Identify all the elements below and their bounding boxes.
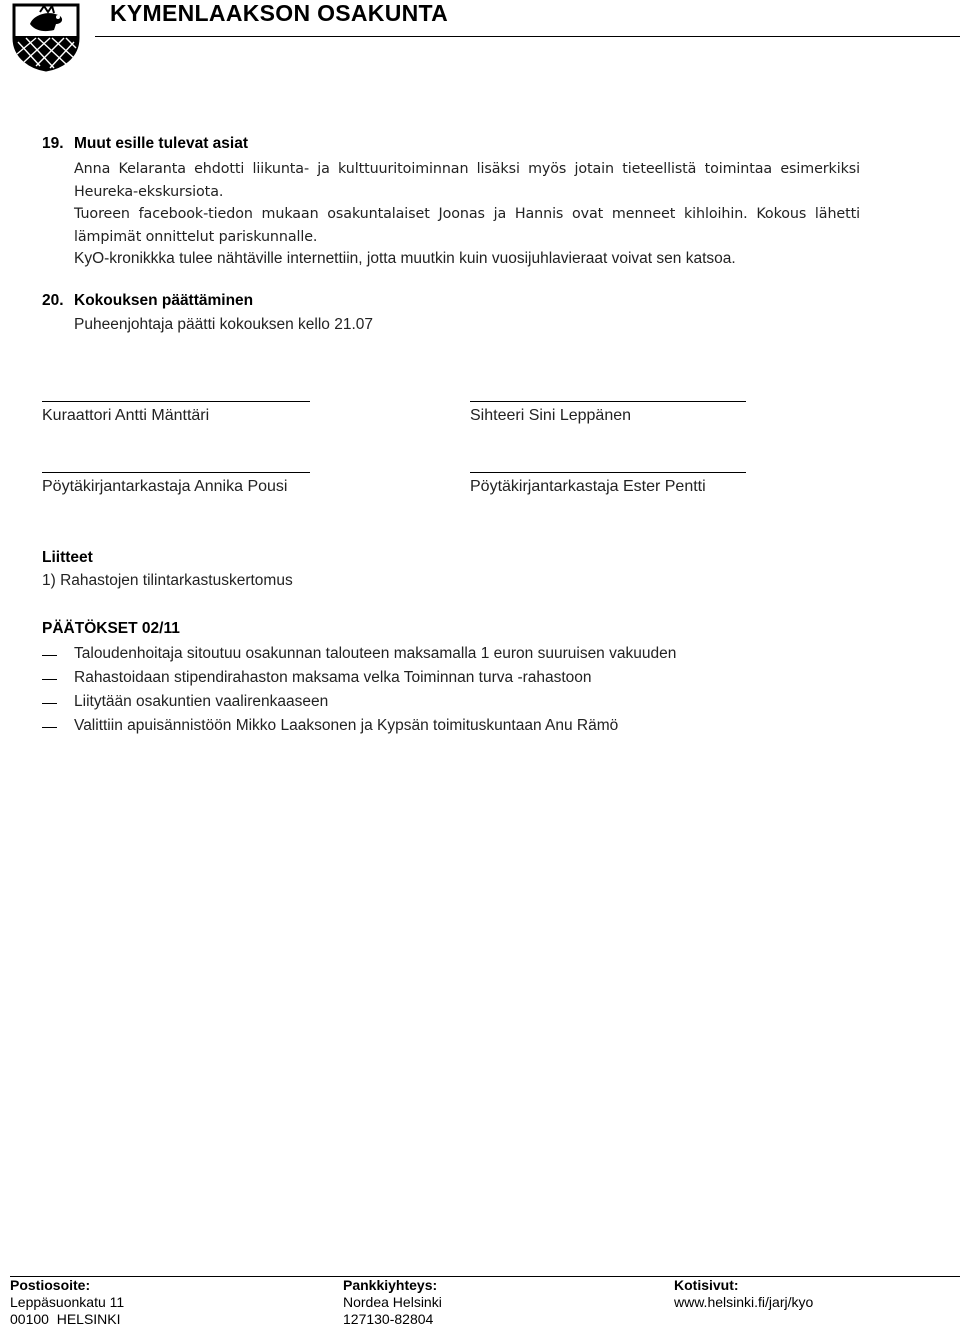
attachment-item: 1) Rahastojen tilintarkastuskertomus [42, 572, 293, 589]
header-divider [95, 36, 960, 37]
dash-bullet [42, 655, 57, 656]
paragraph: KyO-kronikkka tulee nähtäville internettiin, jotta muutkin kuin vuosijuhlavieraat voivat sen katsoa. [74, 250, 736, 267]
footer-address [10, 1277, 124, 1328]
footer-web [674, 1277, 813, 1311]
paragraph: Tuoreen facebook-tiedon mukaan osakuntalaiset Joonas ja Hannis ovat menneet kihloihin. Kokous lähetti lämpimät onnittelut pariskunnalle. [74, 206, 860, 245]
signature-label: Pöytäkirjantarkastaja Ester Pentti [470, 478, 706, 495]
footer-bank-line: Nordea Helsinki [343, 1294, 442, 1310]
footer-address-heading: Postiosoite: [10, 1277, 91, 1293]
decision-text: Rahastoidaan stipendirahaston maksama velka Toiminnan turva -rahastoon [74, 669, 592, 686]
decision-text: Taloudenhoitaja sitoutuu osakunnan talouteen maksamalla 1 euron suuruisen vakuuden [74, 645, 677, 662]
signature-line [42, 472, 310, 473]
section-title: Kokouksen päättäminen [74, 292, 254, 309]
footer-web-heading: Kotisivut: [674, 1277, 739, 1293]
footer-bank-line: 127130-82804 [343, 1311, 434, 1327]
footer-address-line: 00100 HELSINKI [10, 1311, 121, 1327]
decision-text: Liitytään osakuntien vaalirenkaaseen [74, 693, 329, 710]
coat-of-arms-logo [10, 2, 82, 72]
dash-bullet [42, 727, 57, 728]
signature-label: Pöytäkirjantarkastaja Annika Pousi [42, 478, 288, 495]
signature-line [470, 401, 746, 402]
section-heading [42, 292, 253, 310]
signature-line [470, 472, 746, 473]
section-number: 20. [42, 292, 64, 309]
decisions-heading: PÄÄTÖKSET 02/11 [42, 620, 180, 637]
signature-line [42, 401, 310, 402]
footer-address-line: Leppäsuonkatu 11 [10, 1294, 125, 1310]
signature-label: Kuraattori Antti Mänttäri [42, 407, 210, 424]
section-number: 19. [42, 135, 64, 152]
decision-text: Valittiin apuisännistöön Mikko Laaksonen ja Kypsän toimituskuntaan Anu Rämö [74, 717, 619, 734]
signature-label: Sihteeri Sini Leppänen [470, 407, 632, 424]
dash-bullet [42, 703, 57, 704]
paragraph: Puheenjohtaja päätti kokouksen kello 21.07 [74, 316, 374, 333]
footer-web-link[interactable]: www.helsinki.fi/jarj/kyo [674, 1294, 814, 1310]
section-heading [42, 135, 248, 153]
attachments-heading: Liitteet [42, 549, 93, 566]
footer-bank-heading: Pankkiyhteys: [343, 1277, 438, 1293]
footer-bank [343, 1277, 442, 1328]
footer-divider [10, 1276, 960, 1277]
organization-name: KYMENLAAKSON OSAKUNTA [110, 0, 449, 26]
paragraph: Anna Kelaranta ehdotti liikunta- ja kulttuuritoiminnan lisäksi myös jotain tieteellistä toimintaa esimerkiksi Heureka-ekskursiota. [74, 161, 860, 200]
section-title: Muut esille tulevat asiat [74, 135, 248, 152]
dash-bullet [42, 679, 57, 680]
